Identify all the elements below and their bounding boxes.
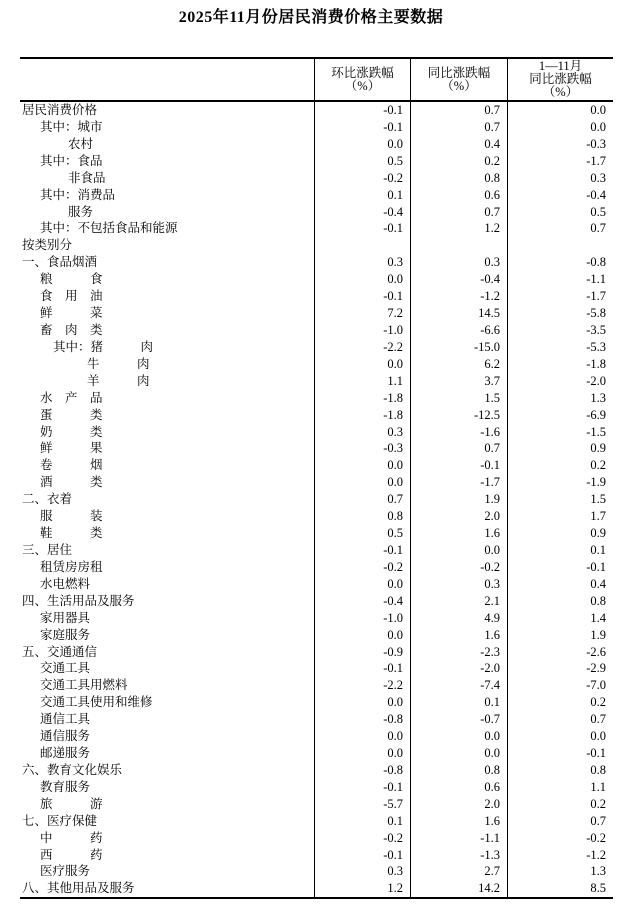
row-category-label: 酒 类: [40, 475, 103, 490]
row-category-label: 粮 食: [40, 272, 103, 287]
row-yoy-value: 2.0: [410, 796, 507, 813]
row-ytd-value: 0.2: [507, 457, 613, 474]
row-ytd-value: 0.0: [507, 102, 613, 119]
row-yoy-value: 1.6: [410, 627, 507, 644]
row-mom-value: -0.2: [314, 170, 410, 187]
table-row: [20, 271, 613, 288]
row-yoy-value: 4.9: [410, 610, 507, 627]
table-row: [20, 424, 613, 441]
row-ytd-value: 0.4: [507, 576, 613, 593]
row-mom-value: -0.9: [314, 644, 410, 661]
row-mom-value: -0.1: [314, 660, 410, 677]
row-ytd-value: -2.0: [507, 373, 613, 390]
row-category-label: 其中：城市: [40, 119, 103, 134]
row-category-label: 交通工具: [40, 661, 91, 676]
row-yoy-value: 0.7: [410, 119, 507, 136]
table-row: [20, 762, 613, 779]
row-category-label: 交通工具使用和维修: [40, 695, 153, 710]
row-ytd-value: -2.9: [507, 660, 613, 677]
table-row: [20, 525, 613, 542]
header-cell-mom-change: [314, 59, 410, 100]
row-ytd-value: 0.7: [507, 813, 613, 830]
row-mom-value: -1.8: [314, 390, 410, 407]
row-yoy-value: -1.6: [410, 424, 507, 441]
table-row: [20, 745, 613, 762]
row-yoy-value: 3.7: [410, 373, 507, 390]
row-category-label: 按类别分: [22, 238, 73, 253]
table-row: [20, 644, 613, 661]
row-ytd-value: 1.3: [507, 863, 613, 880]
row-ytd-value: -7.0: [507, 677, 613, 694]
row-ytd-value: -0.3: [507, 136, 613, 153]
row-mom-value: -0.4: [314, 204, 410, 221]
row-category-label: 二、衣着: [22, 492, 73, 507]
row-category-label: 其中：食品: [40, 153, 103, 168]
table-row: [20, 373, 613, 390]
row-yoy-value: -6.6: [410, 322, 507, 339]
row-yoy-value: -1.7: [410, 474, 507, 491]
row-mom-value: -0.1: [314, 288, 410, 305]
table-row: [20, 593, 613, 610]
table-row: [20, 305, 613, 322]
row-yoy-value: 2.1: [410, 593, 507, 610]
row-mom-value: 0.1: [314, 813, 410, 830]
row-ytd-value: 0.1: [507, 542, 613, 559]
row-ytd-value: 0.0: [507, 728, 613, 745]
row-category-label: 服 装: [40, 509, 103, 524]
row-yoy-value: 1.2: [410, 220, 507, 237]
row-yoy-value: 0.0: [410, 745, 507, 762]
table-body: [20, 102, 613, 899]
row-yoy-value: 0.6: [410, 187, 507, 204]
row-yoy-value: -1.2: [410, 288, 507, 305]
row-ytd-value: 0.8: [507, 762, 613, 779]
row-yoy-value: 1.6: [410, 525, 507, 542]
row-yoy-value: -12.5: [410, 407, 507, 424]
row-ytd-value: -0.4: [507, 187, 613, 204]
row-mom-value: 0.0: [314, 457, 410, 474]
table-row: [20, 220, 613, 237]
row-ytd-value: -1.8: [507, 356, 613, 373]
row-yoy-value: 0.0: [410, 542, 507, 559]
row-mom-value: -0.3: [314, 440, 410, 457]
row-mom-value: -1.8: [314, 407, 410, 424]
row-ytd-value: 1.1: [507, 779, 613, 796]
table-row: [20, 694, 613, 711]
row-category-label: 家庭服务: [40, 627, 91, 642]
row-category-label: 其中：消费品: [40, 187, 116, 202]
row-mom-value: 0.5: [314, 525, 410, 542]
row-category-label: 鲜 菜: [40, 306, 103, 321]
row-mom-value: -1.0: [314, 322, 410, 339]
row-yoy-value: 2.7: [410, 863, 507, 880]
row-mom-value: -0.2: [314, 830, 410, 847]
row-yoy-value: 0.3: [410, 576, 507, 593]
table-row: [20, 728, 613, 745]
table-row: [20, 576, 613, 593]
row-mom-value: 0.0: [314, 576, 410, 593]
cpi-data-table: [20, 57, 613, 899]
row-mom-value: -0.1: [314, 220, 410, 237]
row-mom-value: 0.3: [314, 424, 410, 441]
row-yoy-value: 2.0: [410, 508, 507, 525]
row-yoy-value: 1.5: [410, 390, 507, 407]
row-category-label: 五、交通通信: [22, 644, 98, 659]
table-row: [20, 102, 613, 119]
row-category-label: 中 药: [40, 830, 103, 845]
row-mom-value: 0.0: [314, 728, 410, 745]
row-ytd-value: [507, 237, 613, 254]
header-cell-empty: [20, 59, 314, 100]
table-row: [20, 237, 613, 254]
row-yoy-value: 0.3: [410, 254, 507, 271]
row-category-label: 教育服务: [40, 779, 91, 794]
row-category-label: 居民消费价格: [22, 103, 98, 117]
row-category-label: 通信工具: [40, 712, 91, 727]
row-mom-value: -0.1: [314, 847, 410, 864]
table-row: [20, 322, 613, 339]
table-row: [20, 542, 613, 559]
row-ytd-value: -0.1: [507, 745, 613, 762]
header-cell-yoy-change: [410, 59, 507, 100]
row-yoy-value: 1.9: [410, 491, 507, 508]
table-row: [20, 457, 613, 474]
row-category-label: 一、食品烟酒: [22, 255, 98, 270]
row-yoy-value: 0.6: [410, 779, 507, 796]
row-ytd-value: 1.9: [507, 627, 613, 644]
row-mom-value: 0.8: [314, 508, 410, 525]
row-mom-value: -5.7: [314, 796, 410, 813]
row-yoy-value: 0.7: [410, 204, 507, 221]
row-category-label: 奶 类: [40, 424, 103, 439]
row-yoy-value: 0.7: [410, 102, 507, 119]
row-yoy-value: -0.2: [410, 559, 507, 576]
row-yoy-value: 0.8: [410, 762, 507, 779]
row-category-label: 西 药: [40, 847, 103, 862]
row-yoy-value: -0.1: [410, 457, 507, 474]
row-yoy-value: 1.6: [410, 813, 507, 830]
row-yoy-value: 0.4: [410, 136, 507, 153]
table-row: [20, 627, 613, 644]
table-row: [20, 863, 613, 880]
row-yoy-value: 6.2: [410, 356, 507, 373]
row-category-label: 食 用 油: [40, 289, 103, 304]
row-ytd-value: 0.3: [507, 170, 613, 187]
row-yoy-value: -1.3: [410, 847, 507, 864]
row-yoy-value: -7.4: [410, 677, 507, 694]
row-mom-value: 0.1: [314, 187, 410, 204]
header-ytd-line3: （%）: [542, 85, 579, 99]
table-row: [20, 677, 613, 694]
row-category-label: 通信服务: [40, 729, 91, 744]
header-mom-line2: （%）: [344, 78, 381, 93]
row-yoy-value: 0.8: [410, 170, 507, 187]
row-category-label: 服务: [68, 204, 94, 219]
row-mom-value: 0.0: [314, 356, 410, 373]
row-category-label: 畜 肉 类: [40, 322, 103, 337]
table-row: [20, 474, 613, 491]
table-row: [20, 153, 613, 170]
row-ytd-value: -0.8: [507, 254, 613, 271]
row-ytd-value: -1.2: [507, 847, 613, 864]
table-row: [20, 339, 613, 356]
row-mom-value: 1.2: [314, 880, 410, 897]
row-ytd-value: 0.9: [507, 525, 613, 542]
row-category-label: 家用器具: [40, 610, 91, 625]
row-yoy-value: -2.3: [410, 644, 507, 661]
row-category-label: 农村: [68, 136, 94, 151]
header-cell-ytd-change: [507, 59, 613, 100]
row-ytd-value: 0.9: [507, 440, 613, 457]
table-row: [20, 847, 613, 864]
row-category-label: 租赁房房租: [40, 559, 103, 574]
row-category-label: 交通工具用燃料: [40, 678, 128, 693]
row-category-label: 鲜 果: [40, 441, 103, 456]
table-row: [20, 187, 613, 204]
row-mom-value: -2.2: [314, 677, 410, 694]
table-row: [20, 508, 613, 525]
table-row: [20, 136, 613, 153]
row-category-label: 蛋 类: [40, 407, 103, 422]
row-mom-value: 0.0: [314, 474, 410, 491]
row-category-label: 卷 烟: [40, 458, 103, 473]
row-category-label: 羊 肉: [87, 373, 150, 388]
table-row: [20, 711, 613, 728]
row-category-label: 其中：猪 肉: [53, 339, 154, 354]
row-ytd-value: -0.2: [507, 830, 613, 847]
row-ytd-value: -6.9: [507, 407, 613, 424]
row-category-label: 水电燃料: [40, 576, 91, 591]
row-mom-value: -2.2: [314, 339, 410, 356]
table-row: [20, 356, 613, 373]
row-ytd-value: 1.3: [507, 390, 613, 407]
row-mom-value: 0.0: [314, 694, 410, 711]
table-row: [20, 170, 613, 187]
row-ytd-value: 8.5: [507, 880, 613, 897]
table-row: [20, 491, 613, 508]
row-category-label: 八、其他用品及服务: [22, 881, 135, 896]
table-row: [20, 660, 613, 677]
row-ytd-value: 0.5: [507, 204, 613, 221]
row-yoy-value: -1.1: [410, 830, 507, 847]
row-mom-value: -0.2: [314, 559, 410, 576]
row-category-label: 七、医疗保健: [22, 813, 98, 828]
row-ytd-value: -5.3: [507, 339, 613, 356]
row-category-label: 六、教育文化娱乐: [22, 762, 123, 777]
table-row: [20, 440, 613, 457]
table-row: [20, 204, 613, 221]
row-yoy-value: -0.7: [410, 711, 507, 728]
row-mom-value: -0.1: [314, 779, 410, 796]
row-ytd-value: 0.2: [507, 796, 613, 813]
row-mom-value: 0.7: [314, 491, 410, 508]
header-yoy-line2: （%）: [441, 78, 477, 93]
table-row: [20, 610, 613, 627]
row-mom-value: [314, 237, 410, 254]
row-yoy-value: 14.5: [410, 305, 507, 322]
header-ytd-line1: 1—11月: [538, 59, 583, 73]
row-mom-value: 0.5: [314, 153, 410, 170]
row-mom-value: -0.1: [314, 542, 410, 559]
row-yoy-value: 0.7: [410, 440, 507, 457]
row-ytd-value: -1.7: [507, 288, 613, 305]
row-ytd-value: 1.4: [507, 610, 613, 627]
row-yoy-value: 0.2: [410, 153, 507, 170]
header-mom-line1: 环比涨跌幅: [331, 65, 394, 80]
page-title: 2025年11月份居民消费价格主要数据: [178, 9, 444, 26]
table-row: [20, 830, 613, 847]
table-row: [20, 559, 613, 576]
row-category-label: 鞋 类: [40, 526, 103, 541]
row-mom-value: -0.1: [314, 119, 410, 136]
row-ytd-value: 0.7: [507, 220, 613, 237]
table-row: [20, 390, 613, 407]
row-ytd-value: 0.7: [507, 711, 613, 728]
row-category-label: 邮递服务: [40, 746, 91, 761]
row-mom-value: -1.0: [314, 610, 410, 627]
row-category-label: 医疗服务: [40, 864, 91, 879]
table-row: [20, 880, 613, 897]
table-row: [20, 407, 613, 424]
row-category-label: 其中：不包括食品和能源: [40, 221, 178, 236]
row-yoy-value: 0.0: [410, 728, 507, 745]
row-ytd-value: 0.8: [507, 593, 613, 610]
table-row: [20, 119, 613, 136]
row-mom-value: 7.2: [314, 305, 410, 322]
table-row: [20, 779, 613, 796]
row-ytd-value: -0.1: [507, 559, 613, 576]
row-ytd-value: 1.5: [507, 491, 613, 508]
table-row: [20, 254, 613, 271]
row-mom-value: 0.3: [314, 254, 410, 271]
row-mom-value: 0.3: [314, 863, 410, 880]
table-row: [20, 288, 613, 305]
row-ytd-value: -1.5: [507, 424, 613, 441]
row-ytd-value: 0.0: [507, 119, 613, 136]
row-ytd-value: -3.5: [507, 322, 613, 339]
row-mom-value: 0.0: [314, 271, 410, 288]
row-mom-value: -0.1: [314, 102, 410, 119]
row-yoy-value: -15.0: [410, 339, 507, 356]
row-mom-value: -0.8: [314, 711, 410, 728]
row-ytd-value: -1.1: [507, 271, 613, 288]
row-ytd-value: 1.7: [507, 508, 613, 525]
table-row: [20, 796, 613, 813]
row-ytd-value: -2.6: [507, 644, 613, 661]
row-category-label: 水 产 品: [40, 390, 103, 405]
row-mom-value: 0.0: [314, 136, 410, 153]
row-mom-value: 0.0: [314, 745, 410, 762]
table-row: [20, 813, 613, 830]
row-mom-value: -0.8: [314, 762, 410, 779]
row-category-label: 四、生活用品及服务: [22, 593, 135, 608]
row-yoy-value: 14.2: [410, 880, 507, 897]
row-ytd-value: -1.7: [507, 153, 613, 170]
row-yoy-value: [410, 237, 507, 254]
row-ytd-value: -1.9: [507, 474, 613, 491]
row-mom-value: 0.0: [314, 627, 410, 644]
table-header-row: [20, 59, 613, 102]
row-yoy-value: -0.4: [410, 271, 507, 288]
row-category-label: 旅 游: [40, 796, 103, 811]
row-category-label: 牛 肉: [87, 356, 150, 371]
row-ytd-value: 0.2: [507, 694, 613, 711]
row-mom-value: 1.1: [314, 373, 410, 390]
header-ytd-line2: 同比涨跌幅: [529, 72, 592, 86]
row-yoy-value: -2.0: [410, 660, 507, 677]
row-category-label: 三、居住: [22, 542, 73, 557]
header-yoy-line1: 同比涨跌幅: [427, 65, 491, 80]
row-ytd-value: -5.8: [507, 305, 613, 322]
row-mom-value: -0.4: [314, 593, 410, 610]
row-yoy-value: 0.1: [410, 694, 507, 711]
row-category-label: 非食品: [68, 170, 106, 185]
